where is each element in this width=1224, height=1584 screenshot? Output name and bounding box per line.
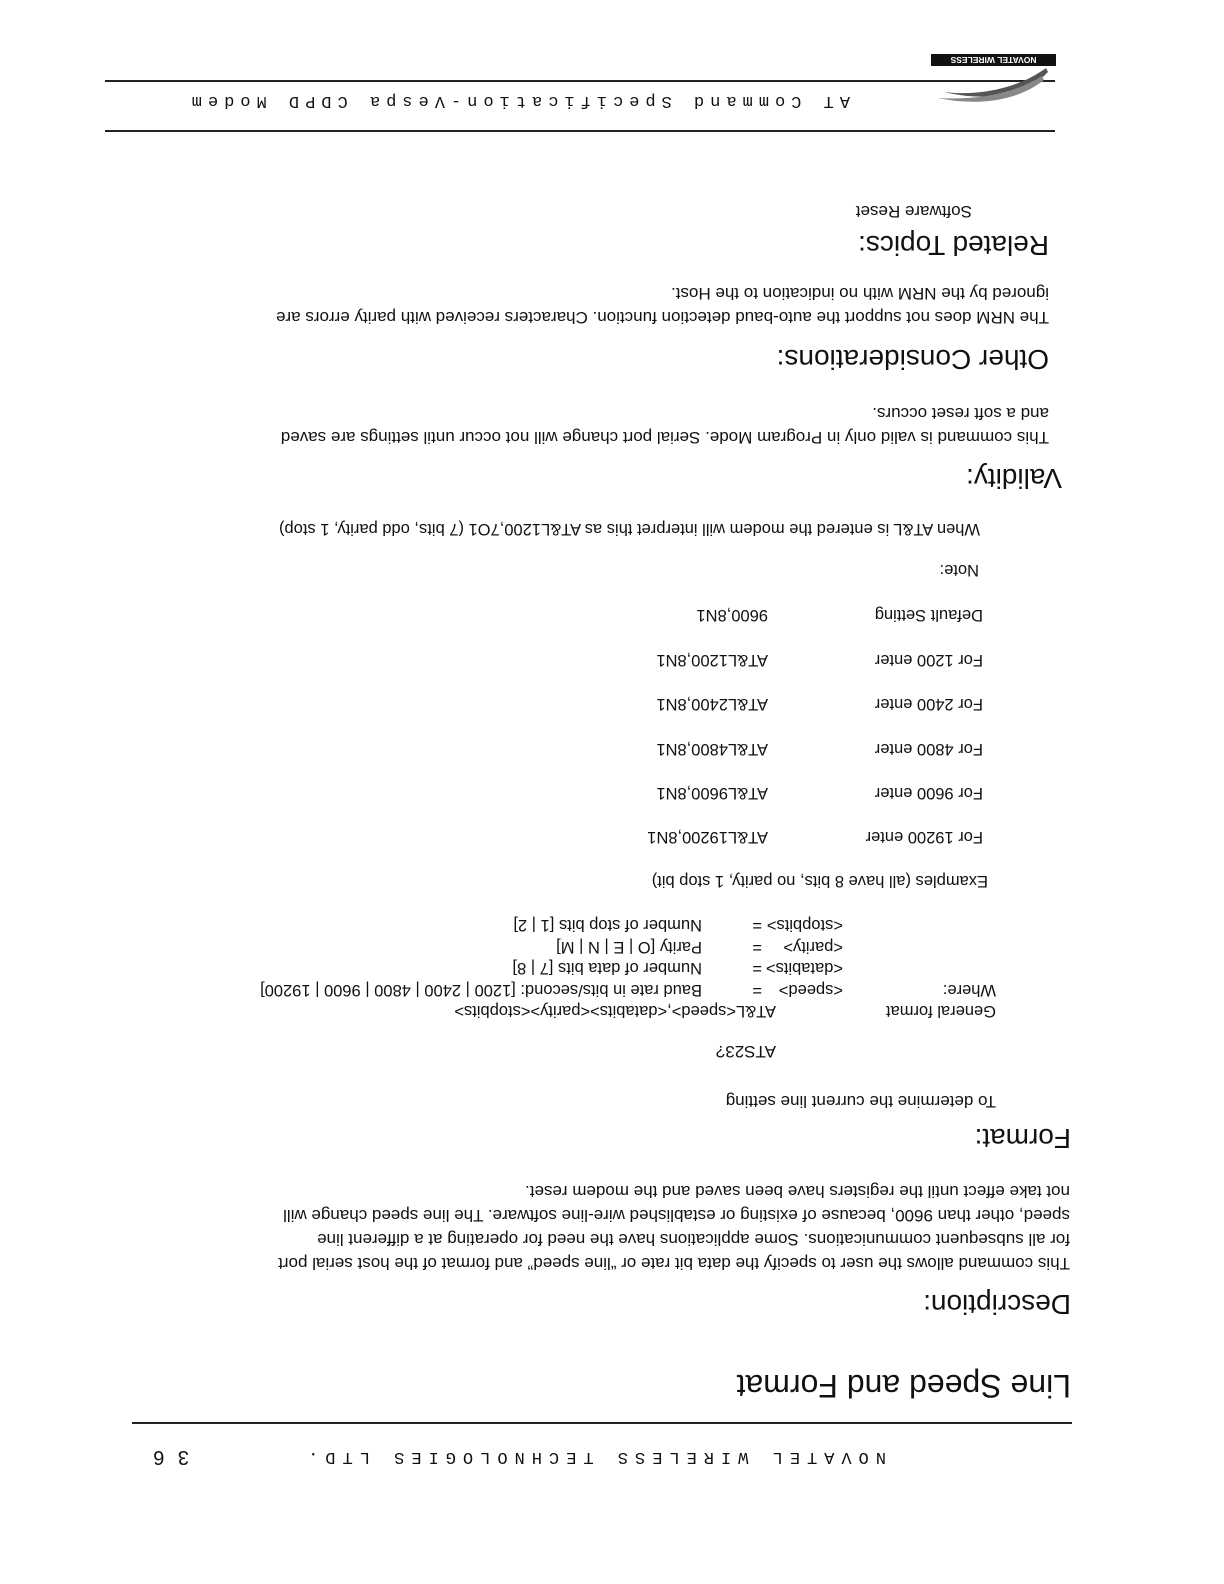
param-equals: =: [752, 981, 762, 999]
note-label: Note:: [939, 561, 979, 579]
general-format-label: General format: [885, 1002, 996, 1020]
example-label: Default Setting: [874, 606, 983, 624]
footer-rule-bottom: [105, 80, 1055, 82]
param-desc: Baud rate in bits/second: [1200 | 2400 | 4800 | 9600 | 19200]: [260, 981, 702, 999]
logo-text: NOVATEL WIRELESS: [950, 55, 1037, 65]
example-value: AT&L4800,8N1: [656, 740, 768, 758]
note-text: When AT&L is entered the modem will interpret this as AT&L1200,7O1 (7 bits, odd parity, 1 stop): [279, 520, 980, 538]
example-label: For 19200 enter: [865, 828, 983, 846]
other-considerations-heading: Other Considerations:: [776, 344, 1049, 375]
param-name: <stopbits>: [766, 916, 843, 934]
page-title: Line Speed and Format: [736, 1368, 1071, 1404]
param-name: <speed>: [778, 981, 843, 999]
param-desc: Parity [O | E | N | M]: [556, 938, 702, 956]
param-desc: Number of data bits [7 | 8]: [512, 959, 702, 977]
example-label: For 4800 enter: [874, 740, 983, 758]
example-value: AT&L1200,8N1: [656, 651, 768, 669]
example-label: For 9600 enter: [874, 784, 983, 802]
footer-rule-top: [105, 130, 1055, 132]
company-header: NOVATEL WIRELESS TECHNOLOGIES LTD.: [301, 1447, 886, 1466]
format-query-label: To determine the current line setting: [725, 1092, 996, 1111]
param-name: <parity>: [783, 938, 843, 956]
param-name: <databits>: [765, 959, 843, 977]
example-value: AT&L2400,8N1: [656, 695, 768, 713]
description-line-2: for all subsequent communications. Some applications have the need for operating at a different line: [317, 1230, 1070, 1249]
company-logo: [931, 54, 1056, 116]
examples-label: Examples (all have 8 bits, no parity, 1 stop bit): [651, 872, 988, 890]
format-query-command: ATS23?: [715, 1042, 776, 1061]
example-label: For 1200 enter: [874, 651, 983, 669]
general-format-value: AT&L<speed>,<databits><parity><stopbits>: [454, 1002, 776, 1020]
related-topics-heading: Related Topics:: [858, 230, 1049, 261]
param-equals: =: [752, 938, 762, 956]
related-topic-item: Software Reset: [855, 202, 972, 221]
other-line-1: The NRM does not support the auto-baud detection function. Characters received with parity errors are: [276, 308, 1049, 327]
where-label: Where:: [942, 981, 996, 999]
param-equals: =: [752, 916, 762, 934]
validity-line-1: This command is valid only in Program Mode. Serial port change will not occur until settings are saved: [280, 428, 1049, 447]
example-value: 9600,8N1: [696, 606, 768, 624]
validity-heading: Validity:: [966, 463, 1062, 494]
example-label: For 2400 enter: [874, 695, 983, 713]
example-value: AT&L19200,8N1: [647, 828, 768, 846]
header-rule: [132, 1422, 1072, 1424]
format-heading: Format:: [974, 1123, 1071, 1154]
footer-title: AT Command Specification-Vespa CDPD Modem: [185, 91, 850, 110]
description-line-1: This command allows the user to specify the data bit rate or “line speed” and format of the host serial port: [278, 1254, 1070, 1273]
logo-swoosh-icon: [931, 54, 1056, 116]
page-number: 3 6: [149, 1446, 189, 1468]
description-heading: Description:: [923, 1289, 1071, 1320]
description-line-3: speed, other than 9600, because of existing or established wire-line software. The line speed change will: [283, 1206, 1070, 1225]
validity-line-2: and a soft reset occurs.: [872, 404, 1049, 423]
example-value: AT&L9600,8N1: [656, 784, 768, 802]
other-line-2: ignored by the NRM with no indication to the Host.: [671, 284, 1049, 303]
description-line-4: not take effect until the registers have been saved and the modem reset.: [525, 1182, 1070, 1201]
param-equals: =: [752, 959, 762, 977]
param-desc: Number of stop bits [1 | 2]: [513, 916, 702, 934]
